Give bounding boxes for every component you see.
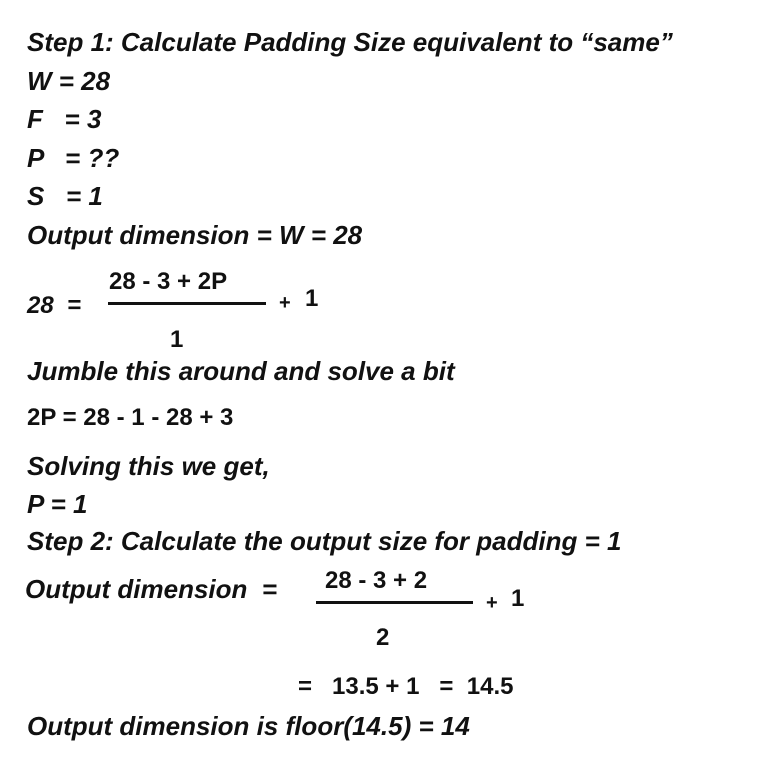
- eq3-denominator: 2: [376, 624, 390, 651]
- w-value: W = 28: [27, 66, 111, 96]
- output-dimension-line: Output dimension = W = 28: [27, 220, 363, 250]
- eq3-plus: +: [486, 592, 498, 614]
- eq1-plus: +: [279, 292, 291, 314]
- eq2: 2P = 28 - 1 - 28 + 3: [27, 404, 234, 431]
- eq3-fraction-bar: [316, 601, 473, 604]
- solving-text: Solving this we get,: [27, 451, 270, 481]
- eq1-denominator: 1: [170, 326, 184, 353]
- eq3-one: 1: [511, 585, 525, 612]
- p-result: P = 1: [27, 489, 88, 519]
- eq1-fraction-bar: [108, 302, 266, 305]
- p-value: P = ??: [27, 143, 120, 173]
- eq1-lhs: 28 =: [27, 292, 82, 319]
- step2-heading: Step 2: Calculate the output size for padding = 1: [27, 526, 622, 556]
- eq4: = 13.5 + 1 = 14.5: [298, 673, 514, 700]
- final-result: Output dimension is floor(14.5) = 14: [27, 711, 470, 741]
- eq1-one: 1: [305, 285, 319, 312]
- f-value: F = 3: [27, 104, 102, 134]
- eq1-numerator: 28 - 3 + 2P: [109, 268, 228, 295]
- eq3-numerator: 28 - 3 + 2: [325, 567, 428, 594]
- eq3-lhs: Output dimension =: [25, 574, 278, 604]
- s-value: S = 1: [27, 181, 103, 211]
- step1-heading: Step 1: Calculate Padding Size equivalent to “same”: [27, 27, 673, 57]
- jumble-text: Jumble this around and solve a bit: [27, 356, 455, 386]
